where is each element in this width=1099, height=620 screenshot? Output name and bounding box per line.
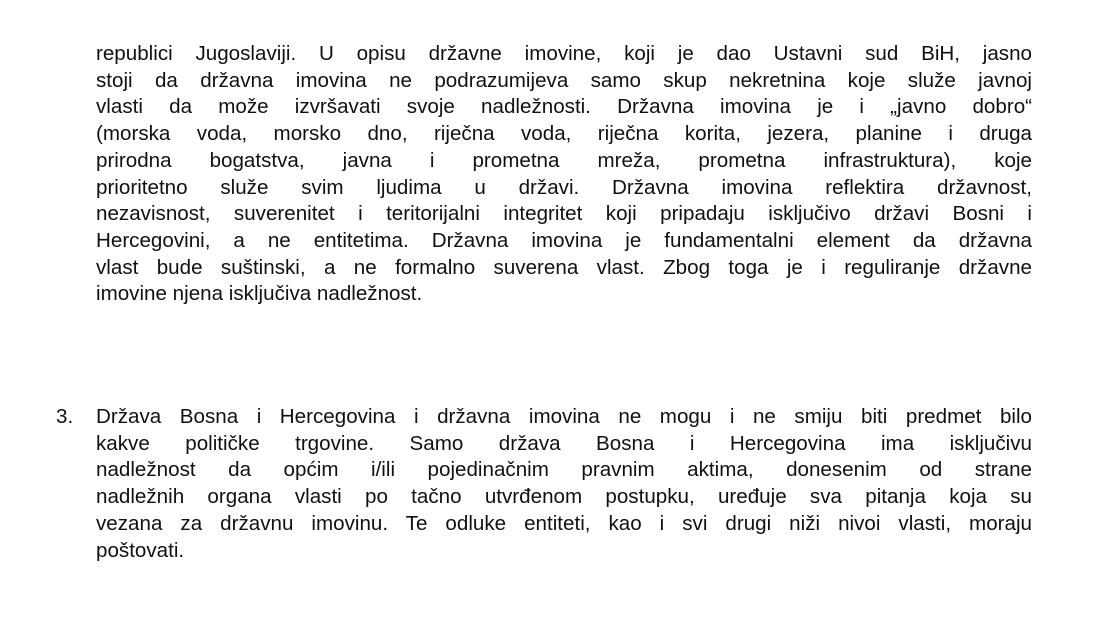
paragraph-line: stoji da državna imovina ne podrazumijeva samo skup nekretnina koje služe javnoj	[96, 68, 1032, 92]
paragraph-line: prirodna bogatstva, javna i prometna mreža, prometna infrastruktura), koje	[96, 148, 1032, 172]
paragraph-line: vlast bude suštinski, a ne formalno suverena vlast. Zbog toga je i reguliranje državne	[96, 255, 1032, 279]
paragraph-line: Hercegovini, a ne entitetima. Državna imovina je fundamentalni element da državna	[96, 228, 1032, 252]
paragraph-line: imovine njena isključiva nadležnost.	[96, 282, 423, 306]
paragraph-line: republici Jugoslaviji. U opisu državne imovine, koji je dao Ustavni sud BiH, jasno	[96, 42, 1032, 65]
list-item-line: vezana za državnu imovinu. Te odluke entiteti, kao i svi drugi niži nivoi vlasti, moraju	[96, 511, 1032, 535]
paragraph-line: vlasti da može izvršavati svoje nadležnosti. Državna imovina je i „javno dobro“	[96, 95, 1032, 119]
paragraph-line: (morska voda, morsko dno, riječna voda, riječna korita, jezera, planine i druga	[96, 122, 1032, 146]
paragraph-state-property	[96, 41, 1032, 308]
list-item-text	[96, 404, 1032, 564]
paragraph-line: nezavisnost, suverenitet i teritorijalni integritet koji pripadaju isključivo državi Bosni i	[96, 202, 1032, 226]
paragraph-line: prioritetno služe svim ljudima u državi. Državna imovina reflektira državnost,	[96, 175, 1032, 199]
list-item-line: poštovati.	[96, 538, 185, 562]
list-item-line: nadležnih organa vlasti po tačno utvrđenom postupku, uređuje sva pitanja koja su	[96, 485, 1032, 509]
list-item-line: nadležnost da općim i/ili pojedinačnim pravnim aktima, donesenim od strane	[96, 458, 1032, 482]
list-item-number: 3.	[56, 405, 74, 428]
list-item-line: kakve političke trgovine. Samo država Bosna i Hercegovina ima isključivu	[96, 431, 1032, 455]
list-item-line: Država Bosna i Hercegovina i državna imovina ne mogu i ne smiju biti predmet bilo	[96, 405, 1032, 428]
